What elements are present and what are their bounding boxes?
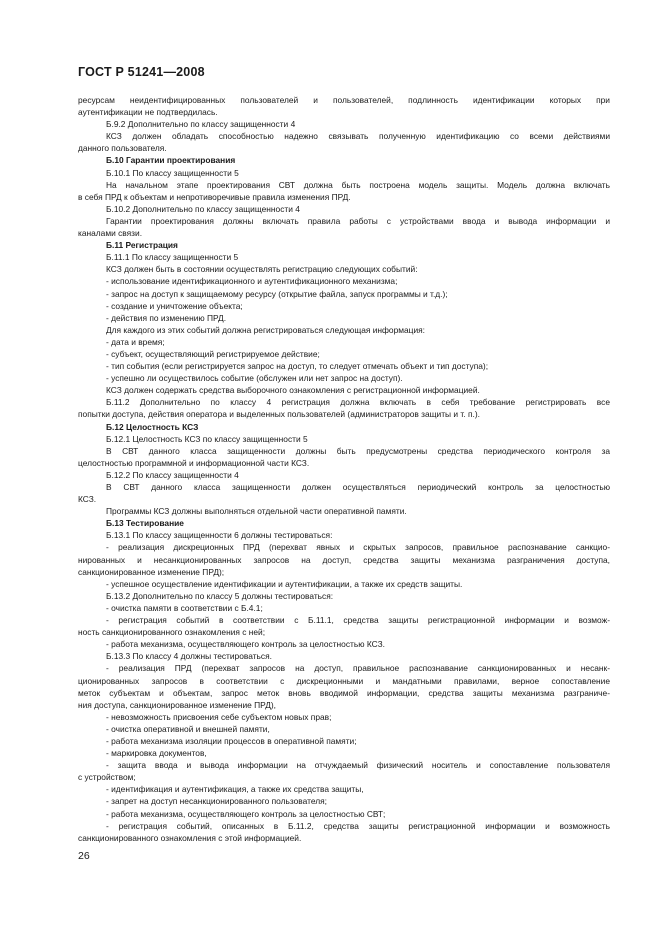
list-item: - действия по изменению ПРД. <box>106 312 227 323</box>
text-line: нированных и несанкционированных запросов на доступ, средства защиты механизма разграничения доступа, <box>78 554 610 565</box>
text-line: Программы КСЗ должны выполняться отдельной части оперативной памяти. <box>106 506 407 517</box>
text-line: Б.13.1 По классу защищенности 6 должны тестироваться: <box>106 530 333 541</box>
text-line: меток субъектам и объектам, запрос меток вновь вводимой информации, средства защиты механизма разграниче- <box>78 687 610 698</box>
text-line: Для каждого из этих событий должна регистрироваться следующая информация: <box>106 324 426 335</box>
section-heading: Б.11 Регистрация <box>106 240 178 251</box>
text-line: Б.10.2 Дополнительно по классу защищенности 4 <box>106 203 300 214</box>
list-item: - очистка оперативной и внешней памяти, <box>106 723 270 734</box>
document-header: ГОСТ Р 51241—2008 <box>78 65 205 79</box>
list-item: - успешное осуществление идентификации и аутентификации, а также их средств защиты. <box>106 578 463 589</box>
list-item: - создание и уничтожение объекта; <box>106 300 243 311</box>
list-item: - очистка памяти в соответствии с Б.4.1; <box>106 602 263 613</box>
text-line: каналами связи. <box>78 228 143 239</box>
section-heading: Б.13 Тестирование <box>106 518 184 529</box>
section-heading: Б.10 Гарантии проектирования <box>106 155 236 166</box>
list-item: - защита ввода и вывода информации на отчуждаемый физический носитель и сопоставление пользователя <box>106 760 610 771</box>
text-line: Б.13.2 Дополнительно по классу 5 должны тестироваться: <box>106 590 334 601</box>
list-item: - работа механизма, осуществляющего контроль за целостностью СВТ; <box>106 808 386 819</box>
text-line: КСЗ. <box>78 494 97 505</box>
list-item: - запрет на доступ несанкционированного пользователя; <box>106 796 327 807</box>
section-heading: Б.12 Целостность КСЗ <box>106 421 199 432</box>
text-line: ресурсам неидентифицированных пользователей и пользователей, подлинность идентификации которых при <box>78 95 610 105</box>
list-item: - использование идентификационного и аутентификационного механизма; <box>106 276 398 287</box>
list-item: - реализация ПРД (перехват запросов на доступ, правильное распознавание санкционированных и несанк- <box>106 663 610 674</box>
text-line: целостностью программной и информационной части КСЗ. <box>78 457 310 468</box>
list-item: - запрос на доступ к защищаемому ресурсу (открытие файла, запуск программы и т.д.); <box>106 288 448 299</box>
text-line: Б.10.1 По классу защищенности 5 <box>106 167 239 178</box>
text-line: Б.12.2 По классу защищенности 4 <box>106 469 239 480</box>
text-line: Б.9.2 Дополнительно по классу защищенности 4 <box>106 119 296 130</box>
text-line: В СВТ данного класса защищенности должен осуществляться периодический контроль за целостностью <box>106 482 610 492</box>
list-item: - регистрация событий в соответствии с Б.11.1, средства защиты регистрационной информации и возмож- <box>106 615 610 626</box>
text-line: Гарантии проектирования должны включать правила работы с устройствами ввода и вывода информации и <box>106 215 610 226</box>
page-number: 26 <box>78 850 90 862</box>
list-item: - субъект, осуществляющий регистрируемое действие; <box>106 348 320 359</box>
text-line: Б.12.1 Целостность КСЗ по классу защищенности 5 <box>106 433 308 444</box>
list-item: - работа механизма, осуществляющего контроль за целостностью КСЗ. <box>106 639 385 650</box>
text-line: попытки доступа, действия оператора и выделенных пользователей (администраторов защиты и т. п.). <box>78 409 480 420</box>
text-line: Б.11.1 По классу защищенности 5 <box>106 252 239 263</box>
text-line: ность санкционированного ознакомления с ней; <box>78 627 266 638</box>
text-line: ционированных запросов в соответствии с дискреционными и мандатными правилами, верное сопоставление <box>78 675 610 686</box>
text-line: санкционированное изменение ПРД); <box>78 566 225 577</box>
text-line: КСЗ должен обладать способностью надежно связывать полученную идентификацию со всеми действиями <box>106 131 610 142</box>
text-line: КСЗ должен быть в состоянии осуществлять регистрацию следующих событий: <box>106 264 418 275</box>
text-line: в себя ПРД к объектам и непротиворечивые правила изменения ПРД. <box>78 191 351 202</box>
text-line: санкционированного ознакомления с этой информацией. <box>78 832 302 843</box>
list-item: - тип события (если регистрируется запрос на доступ, то следует отмечать объект и тип доступа); <box>106 361 489 372</box>
list-item: - регистрация событий, описанных в Б.11.2, средства защиты регистрационной информации и возможность <box>106 820 610 831</box>
text-line: данного пользователя. <box>78 143 167 154</box>
list-item: - успешно ли осуществилось событие (обслужен или нет запрос на доступ). <box>106 373 403 384</box>
list-item: - идентификация и аутентификация, а также их средства защиты, <box>106 784 364 795</box>
list-item: - дата и время; <box>106 336 165 347</box>
text-line: Б.13.3 По классу 4 должны тестироваться. <box>106 651 272 662</box>
text-line: На начальном этапе проектирования СВТ должна быть построена модель защиты. Модель должна включать <box>106 179 610 190</box>
text-line: ния доступа, санкционированное изменение ПРД), <box>78 699 276 710</box>
list-item: - невозможность присвоения себе субъектом новых прав; <box>106 711 332 722</box>
text-line: КСЗ должен содержать средства выборочного ознакомления с регистрационной информацией. <box>106 385 480 396</box>
list-item: - маркировка документов, <box>106 748 207 759</box>
text-line: аутентификации не подтвердилась. <box>78 107 218 118</box>
text-line: с устройством; <box>78 772 136 783</box>
text-line: В СВТ данного класса защищенности должны быть предусмотрены средства периодического контроля за <box>106 445 610 456</box>
document-body <box>78 94 610 844</box>
list-item: - реализация дискреционных ПРД (перехват явных и скрытых запросов, правильное распознавание санкцио- <box>106 542 610 553</box>
text-line: Б.11.2 Дополнительно по классу 4 регистрация должна включать в себя требование регистрировать все <box>106 397 610 408</box>
list-item: - работа механизма изоляции процессов в оперативной памяти; <box>106 735 357 746</box>
